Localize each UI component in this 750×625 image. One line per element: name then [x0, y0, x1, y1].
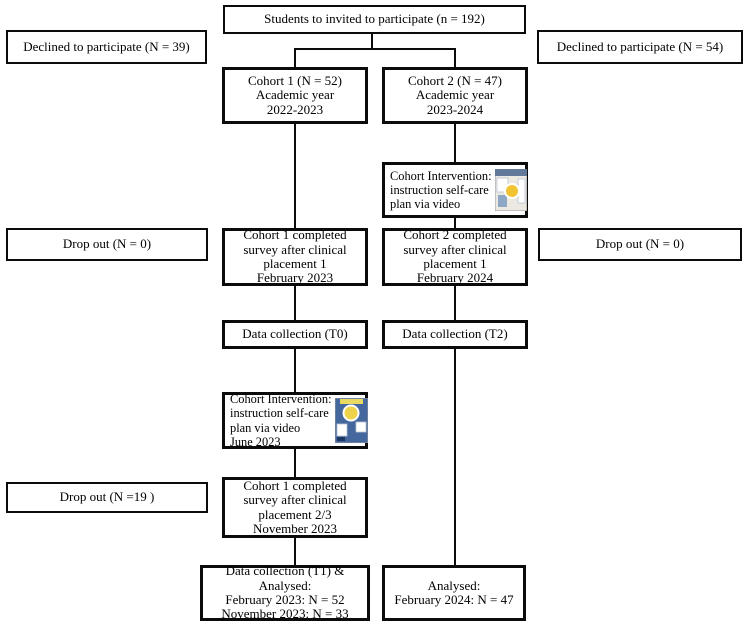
intervention-cohort1-line2: instruction self-care — [230, 406, 329, 421]
cohort2-line2: Academic year — [415, 87, 495, 103]
box-declined-right — [537, 30, 743, 64]
box-intervention-cohort2 — [382, 162, 528, 218]
survey-c1p1-line1: Cohort 1 completed — [243, 227, 347, 243]
analysed-c1-line3: February 2023: N = 52 — [225, 592, 345, 607]
data-collection-t2-text: Data collection (T2) — [402, 326, 508, 342]
box-analysed-cohort2 — [382, 565, 526, 621]
intervention-cohort2-text — [390, 169, 494, 212]
intervention-cohort1-line3: plan via video — [230, 420, 301, 435]
data-collection-t0-text: Data collection (T0) — [242, 326, 348, 342]
connector-survey2-to-t2 — [454, 284, 456, 321]
connector-split-to-cohort1 — [294, 48, 296, 68]
survey-c2p1-line4: February 2024 — [416, 270, 494, 286]
cohort1-line1: Cohort 1 (N = 52) — [248, 73, 342, 89]
connector-survey23-to-analysed1 — [294, 536, 296, 566]
analysed-c1-line2: Analysed: — [258, 577, 312, 593]
survey-c1p23-line4: November 2023 — [252, 520, 338, 536]
connector-split-to-cohort2 — [454, 48, 456, 68]
video-thumbnail-icon — [495, 169, 527, 211]
box-dropout-left-1 — [6, 228, 208, 261]
box-survey-cohort1-p23 — [222, 477, 368, 538]
survey-c1p23-line2: survey after clinical — [243, 492, 347, 508]
analysed-c2-line2: February 2024: N = 47 — [394, 592, 514, 607]
survey-c1p23-line1: Cohort 1 completed — [243, 477, 347, 493]
box-intervention-cohort1 — [222, 392, 368, 449]
cohort2-line3: 2023-2024 — [426, 101, 484, 117]
dropout-left-1-text: Drop out (N = 0) — [62, 236, 152, 252]
connector-survey1-to-t0 — [294, 284, 296, 321]
survey-c2p1-line3: placement 1 — [423, 256, 487, 271]
connector-t0-to-intervention1 — [294, 347, 296, 393]
box-survey-cohort2-p1 — [382, 228, 528, 286]
connector-split-horizontal — [294, 48, 456, 50]
box-declined-right-text: Declined to participate (N = 54) — [556, 38, 724, 54]
intervention-cohort1-line4: June 2023 — [230, 434, 281, 449]
analysed-c1-line1: Data collection (T1) & — [225, 563, 345, 579]
survey-c1p1-line3: placement 1 — [263, 256, 327, 271]
analysed-c1-line4: November 2023: N = 33 — [221, 606, 349, 622]
survey-c2p1-line2: survey after clinical — [403, 241, 507, 257]
connector-intervention1-to-survey23 — [294, 447, 296, 478]
box-cohort1 — [222, 67, 368, 124]
survey-c1p1-line2: survey after clinical — [243, 241, 347, 257]
intervention-cohort1-text — [230, 392, 334, 449]
intervention-cohort2-line3: plan via video — [390, 197, 461, 212]
survey-c2p1-line1: Cohort 2 completed — [403, 227, 507, 243]
video-thumbnail-icon — [335, 398, 368, 443]
box-dropout-right-1 — [538, 228, 742, 261]
box-invited-text: Students to invited to participate (n = 192) — [264, 11, 485, 27]
survey-c1p23-line3: placement 2/3 — [258, 506, 332, 522]
dropout-right-1-text: Drop out (N = 0) — [595, 236, 685, 252]
connector-cohort2-to-intervention — [454, 122, 456, 163]
connector-cohort1-to-survey1 — [294, 122, 296, 229]
connector-t2-to-analysed2 — [454, 347, 456, 566]
intervention-cohort1-line1: Cohort Intervention: — [230, 391, 332, 406]
intervention-cohort2-line1: Cohort Intervention: — [390, 168, 492, 183]
survey-c1p1-line4: February 2023 — [256, 270, 334, 286]
box-survey-cohort1-p1 — [222, 228, 368, 286]
cohort1-line2: Academic year — [255, 87, 335, 103]
cohort1-line3: 2022-2023 — [266, 101, 324, 117]
box-dropout-left-2 — [6, 482, 208, 513]
box-data-collection-t0 — [222, 320, 368, 349]
cohort2-line1: Cohort 2 (N = 47) — [408, 73, 502, 89]
box-data-collection-t2 — [382, 320, 528, 349]
dropout-left-2-text: Drop out (N =19 ) — [59, 489, 155, 505]
box-analysed-cohort1 — [200, 565, 370, 621]
box-declined-left — [6, 30, 207, 64]
box-invited — [223, 5, 526, 34]
box-cohort2 — [382, 67, 528, 124]
intervention-cohort2-line2: instruction self-care — [390, 182, 489, 197]
box-declined-left-text: Declined to participate (N = 39) — [23, 38, 190, 54]
analysed-c2-line1: Analysed: — [427, 577, 481, 593]
